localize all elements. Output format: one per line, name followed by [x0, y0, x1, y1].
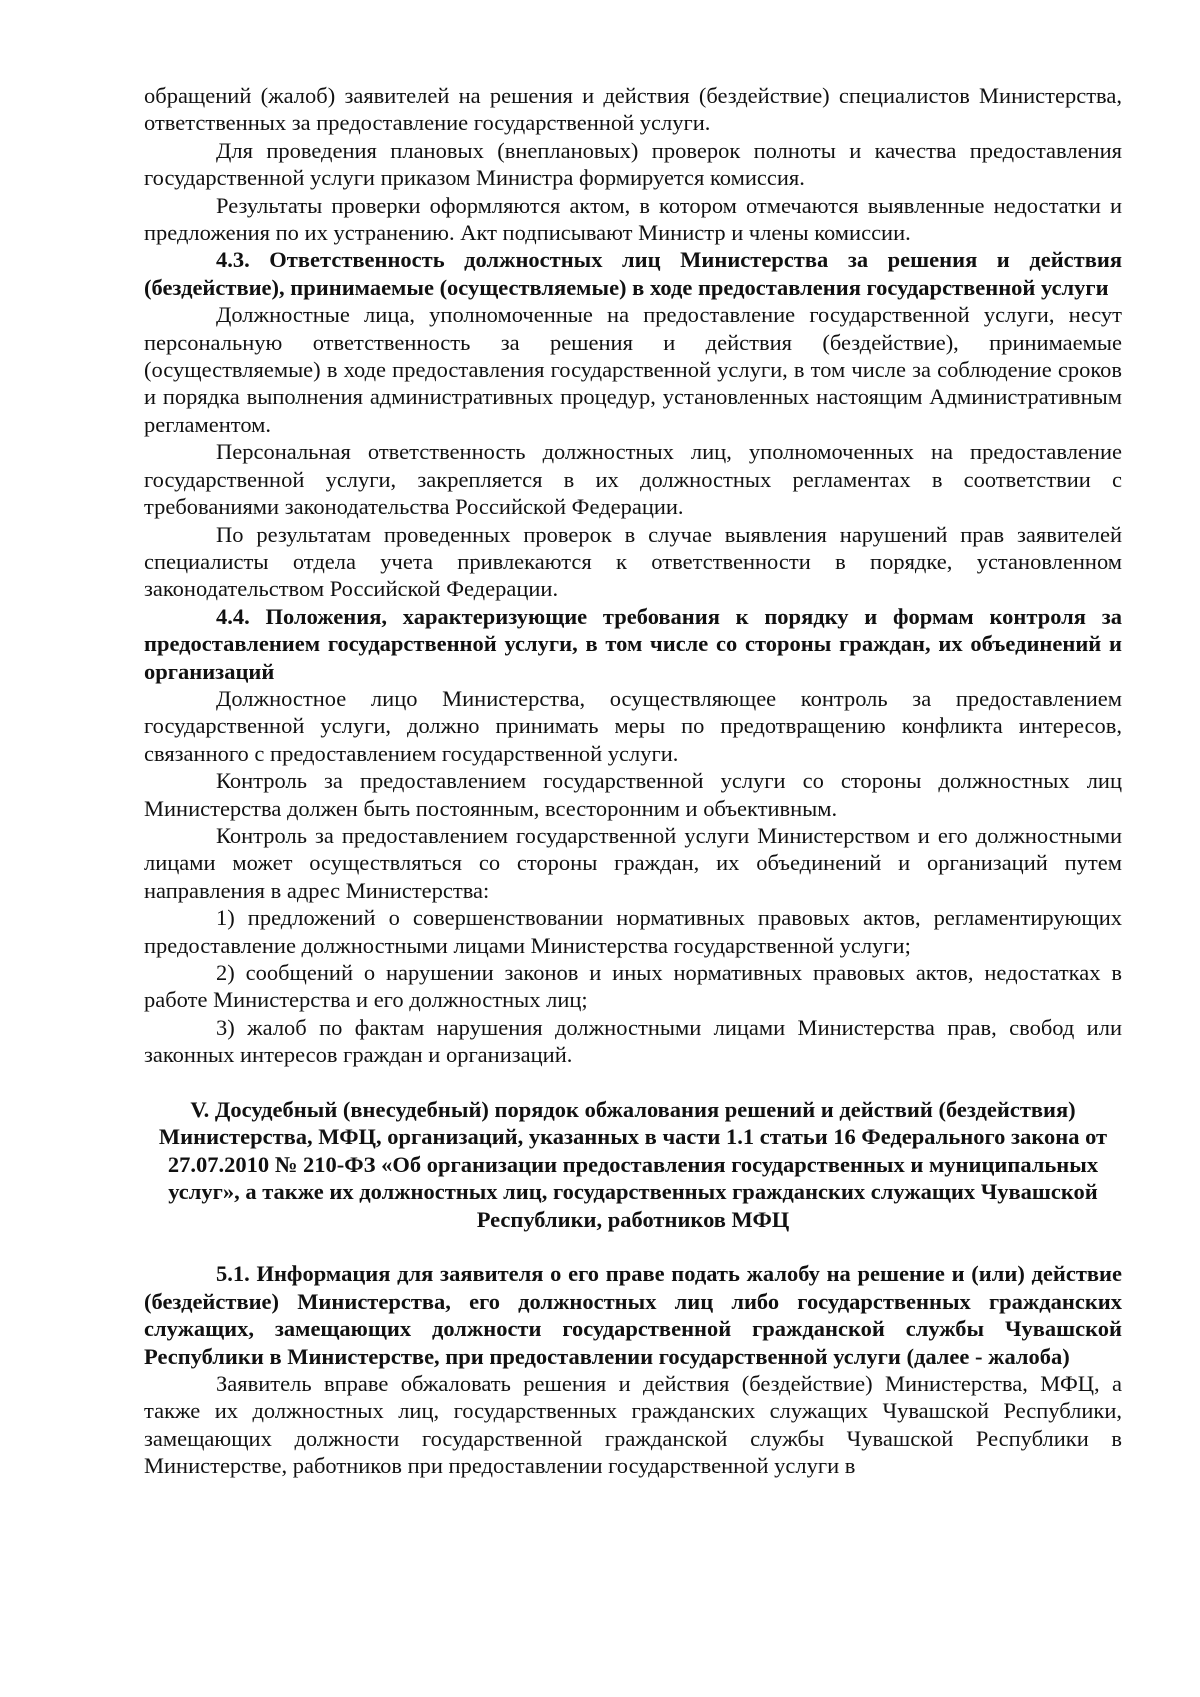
list-item-1: 1) предложений о совершенствовании нормативных правовых актов, регламентирующих предоставление должностными лицами Министерства государственной услуги;	[144, 905, 1122, 958]
paragraph-job-regulations: Персональная ответственность должностных лиц, уполномоченных на предоставление государственной услуги, закрепляется в их должностных регламентах в соответствии с требованиями законодательства Российской Федерации.	[144, 439, 1122, 520]
paragraph-continuation: обращений (жалоб) заявителей на решения и действия (бездействие) специалистов Министерства, ответственных за предоставление государственной услуги.	[144, 83, 1122, 136]
paragraph-appeal-right: Заявитель вправе обжаловать решения и действия (бездействие) Министерства, МФЦ, а также их должностных лиц, государственных гражданских служащих Чувашской Республики, замещающих должности государственной гражданской службы Чувашской Республики в Министерстве, работников при предоставлении государственной услуги в	[144, 1371, 1122, 1479]
paragraph-personal-responsibility: Должностные лица, уполномоченные на предоставление государственной услуги, несут персональную ответственность за решения и действия (бездействие), принимаемые (осуществляемые) в ходе предоставления государственной услуги, в том числе за соблюдение сроков и порядка выполнения административных процедур, установленных настоящим Административным регламентом.	[144, 302, 1122, 437]
paragraph-commission: Для проведения плановых (внеплановых) проверок полноты и качества предоставления государственной услуги приказом Министра формируется комиссия.	[144, 137, 1122, 191]
paragraph-inspection-results: Результаты проверки оформляются актом, в котором отмечаются выявленные недостатки и предложения по их устранению. Акт подписывают Министр и члены комиссии.	[144, 192, 1122, 246]
paragraph-control-citizens: Контроль за предоставлением государственной услуги Министерством и его должностными лицами может осуществляться со стороны граждан, их объединений и организаций путем направления в адрес Министерства:	[144, 822, 1122, 903]
section-heading-5-1: 5.1. Информация для заявителя о его праве подать жалобу на решение и (или) действие (бездействие) Министерства, его должностных лиц либо государственных гражданских служащих, замещающих должности государственной гражданской службы Чувашской Республики в Министерстве, при предоставлении государственной услуги (далее - жалоба)	[144, 1261, 1122, 1369]
blank-line	[144, 1233, 1122, 1260]
section-heading-4-3: 4.3. Ответственность должностных лиц Министерства за решения и действия (бездействие), принимаемые (осуществляемые) в ходе предоставления государственной услуги	[144, 247, 1122, 300]
paragraph-control-officials: Контроль за предоставлением государственной услуги со стороны должностных лиц Министерства должен быть постоянным, всесторонним и объективным.	[144, 768, 1122, 821]
section-heading-4-4: 4.4. Положения, характеризующие требования к порядку и формам контроля за предоставлением государственной услуги, в том числе со стороны граждан, их объединений и организаций	[144, 603, 1122, 684]
paragraph-violations: По результатам проведенных проверок в случае выявления нарушений прав заявителей специалисты отдела учета привлекаются к ответственности в порядке, установленном законодательством Российской Федерации.	[144, 521, 1122, 602]
list-item-3: 3) жалоб по фактам нарушения должностными лицами Министерства прав, свобод или законных интересов граждан и организаций.	[144, 1014, 1122, 1068]
document-page	[144, 82, 1122, 1480]
paragraph-conflict-of-interest: Должностное лицо Министерства, осуществляющее контроль за предоставлением государственной услуги, должно принимать меры по предотвращению конфликта интересов, связанного с предоставлением государственной услуги.	[144, 685, 1122, 766]
blank-line	[144, 1069, 1122, 1096]
list-item-2: 2) сообщений о нарушении законов и иных нормативных правовых актов, недостатках в работе Министерства и его должностных лиц;	[144, 960, 1122, 1013]
chapter-heading-v: V. Досудебный (внесудебный) порядок обжалования решений и действий (бездействия) Министерства, МФЦ, организаций, указанных в части 1.1 статьи 16 Федерального закона от 27.07.2010 № 210-ФЗ «Об организации предоставления государственных и муниципальных услуг», а также их должностных лиц, государственных гражданских служащих Чувашской Республики, работников МФЦ	[158, 1097, 1108, 1232]
